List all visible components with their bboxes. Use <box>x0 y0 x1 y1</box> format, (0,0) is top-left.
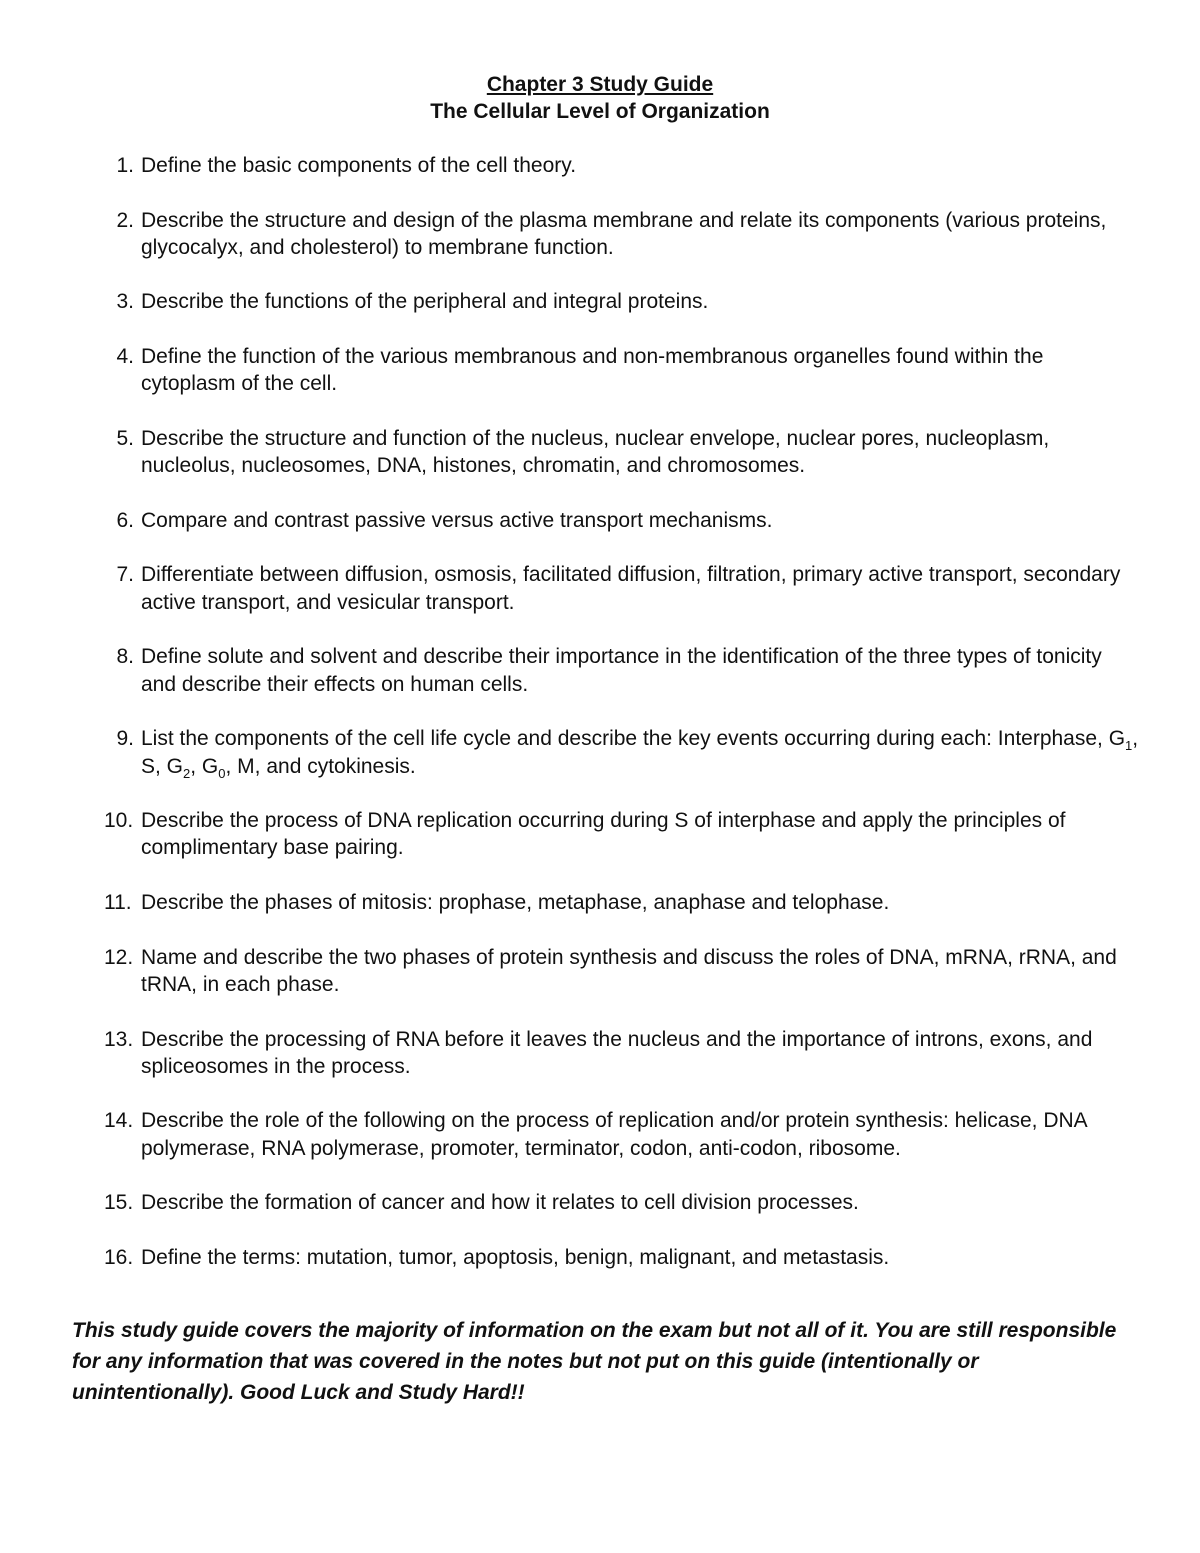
subscript: 0 <box>218 765 226 781</box>
item-text: Describe the phases of mitosis: prophase, metaphase, anaphase and telophase. <box>141 891 890 915</box>
item-text: Describe the functions of the peripheral and integral proteins. <box>141 290 709 314</box>
list-item <box>0 1107 1141 1162</box>
item-number: 9. <box>116 727 134 751</box>
page-title: Chapter 3 Study Guide <box>486 73 714 96</box>
item-text-part: , S, G <box>141 727 1139 778</box>
item-text: Describe the formation of cancer and how it relates to cell division processes. <box>141 1191 859 1215</box>
item-number: 12. <box>104 945 134 969</box>
item-text: Define the function of the various membranous and non-membranous organelles found within the cytoplasm of the cell. <box>141 345 1044 396</box>
item-text: Describe the structure and function of the nucleus, nuclear envelope, nuclear pores, nucleoplasm, nucleolus, nucleosomes, DNA, histones, chromatin, and chromosomes. <box>141 426 1050 478</box>
item-number: 7. <box>116 563 134 587</box>
item-number: 11. <box>104 891 132 915</box>
list-item <box>0 889 1141 916</box>
subscript: 2 <box>183 765 191 781</box>
item-text: Compare and contrast passive versus active transport mechanisms. <box>141 508 773 532</box>
item-text: Describe the processing of RNA before it leaves the nucleus and the importance of introns, exons, and spliceosomes in the process. <box>141 1027 1093 1078</box>
item-number: 3. <box>116 290 134 314</box>
list-item <box>0 561 1141 616</box>
item-text-part: List the components of the cell life cycle and describe the key events occurring during each: Interphase, G <box>141 727 1126 751</box>
item-number: 10. <box>104 809 134 833</box>
list-item <box>0 807 1141 862</box>
item-text-part: , G <box>190 754 219 778</box>
list-item <box>0 1244 1141 1271</box>
list-item <box>0 643 1141 698</box>
item-text: Define solute and solvent and describe their importance in the identification of the three types of tonicity and describe their effects on human cells. <box>141 645 1102 696</box>
list-item <box>0 207 1141 262</box>
item-number: 1. <box>116 154 134 177</box>
item-text: Name and describe the two phases of protein synthesis and discuss the roles of DNA, mRNA, rRNA, and tRNA, in each phase. <box>141 945 1117 996</box>
item-text: Describe the role of the following on the process of replication and/or protein synthesis: helicase, DNA polymerase, RNA polymerase, promoter, terminator, codon, anti-codon, ribosome. <box>141 1109 1087 1160</box>
footer-note: This study guide covers the majority of information on the exam but not all of it. You are still responsible for any information that was covered in the notes but not put on this guide (intentionally or unintentionally). Good Luck and Study Hard!! <box>72 1319 1117 1404</box>
item-number: 15. <box>104 1191 134 1215</box>
item-number: 14. <box>104 1109 134 1133</box>
item-number: 4. <box>116 345 134 369</box>
item-number: 6. <box>116 508 134 532</box>
item-text: Differentiate between diffusion, osmosis, facilitated diffusion, filtration, primary active transport, secondary active transport, and vesicular transport. <box>141 563 1121 614</box>
list-item <box>0 944 1141 999</box>
item-text-part: , M, and cytokinesis. <box>225 754 416 778</box>
item-number: 2. <box>116 208 134 232</box>
list-item <box>0 425 1141 480</box>
subscript: 1 <box>1125 738 1133 754</box>
list-item <box>0 1026 1141 1081</box>
list-item <box>0 288 1141 315</box>
item-number: 5. <box>116 426 134 450</box>
item-text: Define the basic components of the cell theory. <box>141 154 577 177</box>
item-number: 8. <box>116 645 134 669</box>
list-item <box>0 725 1141 780</box>
item-number: 16. <box>104 1245 134 1269</box>
page-subtitle: The Cellular Level of Organization <box>430 100 770 123</box>
item-number: 13. <box>104 1027 134 1051</box>
list-item <box>0 507 1141 534</box>
item-text: Describe the structure and design of the plasma membrane and relate its components (various proteins, glycocalyx, and cholesterol) to membrane function. <box>141 208 1107 259</box>
item-text: Define the terms: mutation, tumor, apoptosis, benign, malignant, and metastasis. <box>141 1245 890 1269</box>
list-item <box>0 152 1141 179</box>
list-item <box>0 343 1141 398</box>
item-text <box>141 725 1141 780</box>
study-guide-list <box>0 152 1200 1298</box>
list-item <box>0 1189 1141 1216</box>
item-text: Describe the process of DNA replication occurring during S of interphase and apply the principles of complimentary base pairing. <box>141 809 1066 860</box>
